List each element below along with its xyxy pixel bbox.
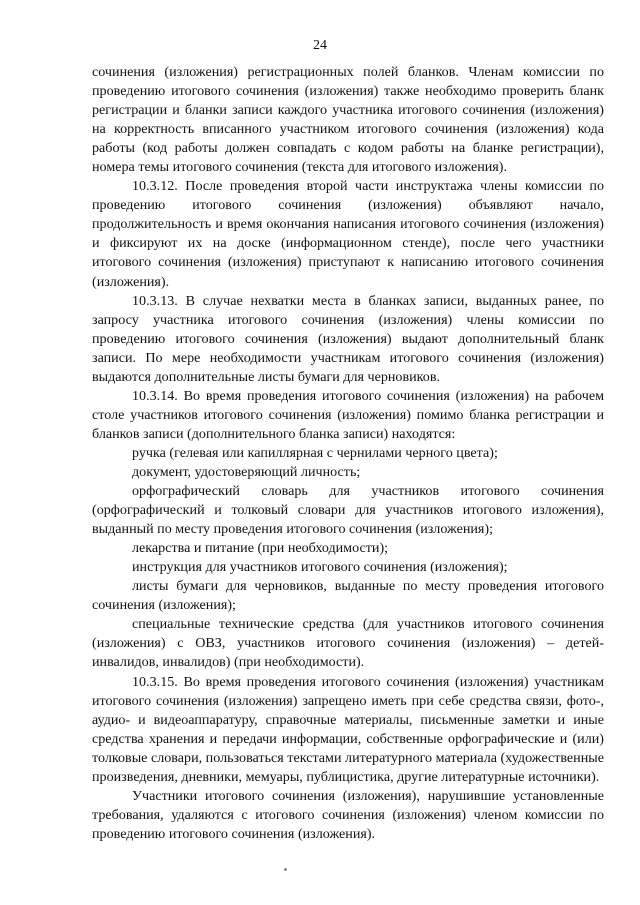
scan-speck <box>284 868 287 871</box>
paragraph-violators: Участники итогового сочинения (изложения), нарушившие установленные требования, удаляются с итогового сочинения (изложения) членом комиссии по проведению итогового сочинения (изложения). <box>92 787 604 842</box>
list-item-special-equipment: специальные технические средства (для участников итогового сочинения (изложения) с ОВЗ, участников итогового сочинения (изложения) – детей-инвалидов, инвалидов) (при необходимости). <box>92 616 604 671</box>
paragraph-continuation: сочинения (изложения) регистрационных полей бланков. Членам комиссии по проведению итогового сочинения (изложения) также необходимо проверить бланк регистрации и бланки записи каждого участника итогового сочинения (изложения) на корректность вписанного участником итогового сочинения (изложения) кода работы (код работы должен совпадать с кодом работы на бланке регистрации), номера темы итогового сочинения (текста для итогового изложения). <box>92 64 604 176</box>
list-item-dictionary: орфографический словарь для участников итогового сочинения (орфографический и толковый словари для участников итогового изложения), выданный по месту проведения итогового сочинения (изложения); <box>92 483 604 538</box>
paragraph-10-3-15: 10.3.15. Во время проведения итогового сочинения (изложения) участникам итогового сочинения (изложения) запрещено иметь при себе средства связи, фото-, аудио- и видеоаппаратуру, справочные материалы, письменные заметки и иные средства хранения и передачи информации, собственные орфографические и (или) толковые словари, пользоваться текстами литературного материала (художественные произведения, дневники, мемуары, публицистика, другие литературные источники). <box>92 673 604 785</box>
list-item-id-document: документ, удостоверяющий личность; <box>132 463 361 480</box>
body-text <box>92 63 604 844</box>
list-item-instruction: инструкция для участников итогового сочинения (изложения); <box>132 559 508 576</box>
page-number: 24 <box>313 38 327 53</box>
list-item-draft-sheets: листы бумаги для черновиков, выданные по месту проведения итогового сочинения (изложения); <box>92 578 604 614</box>
paragraph-10-3-12: 10.3.12. После проведения второй части инструктажа члены комиссии по проведению итогового сочинения (изложения) объявляют начало, продолжительность и время окончания написания итогового сочинения (изложения) и фиксируют их на доске (информационном стенде), после чего участники итогового сочинения (изложения) приступают к написанию итогового сочинения (изложения). <box>92 178 604 290</box>
list-item-medicine-food: лекарства и питание (при необходимости); <box>132 540 389 557</box>
list-item-pen: ручка (гелевая или капиллярная с чернилами черного цвета); <box>132 444 498 461</box>
paragraph-10-3-14: 10.3.14. Во время проведения итогового сочинения (изложения) на рабочем столе участников итогового сочинения (изложения) помимо бланка регистрации и бланков записи (дополнительного бланка записи) находятся: <box>92 387 604 442</box>
paragraph-10-3-13: 10.3.13. В случае нехватки места в бланках записи, выданных ранее, по запросу участника итогового сочинения (изложения) члены комиссии по проведению итогового сочинения (изложения) выдают дополнительный бланк записи. По мере необходимости участникам итогового сочинения (изложения) выдаются дополнительные листы бумаги для черновиков. <box>92 292 604 385</box>
